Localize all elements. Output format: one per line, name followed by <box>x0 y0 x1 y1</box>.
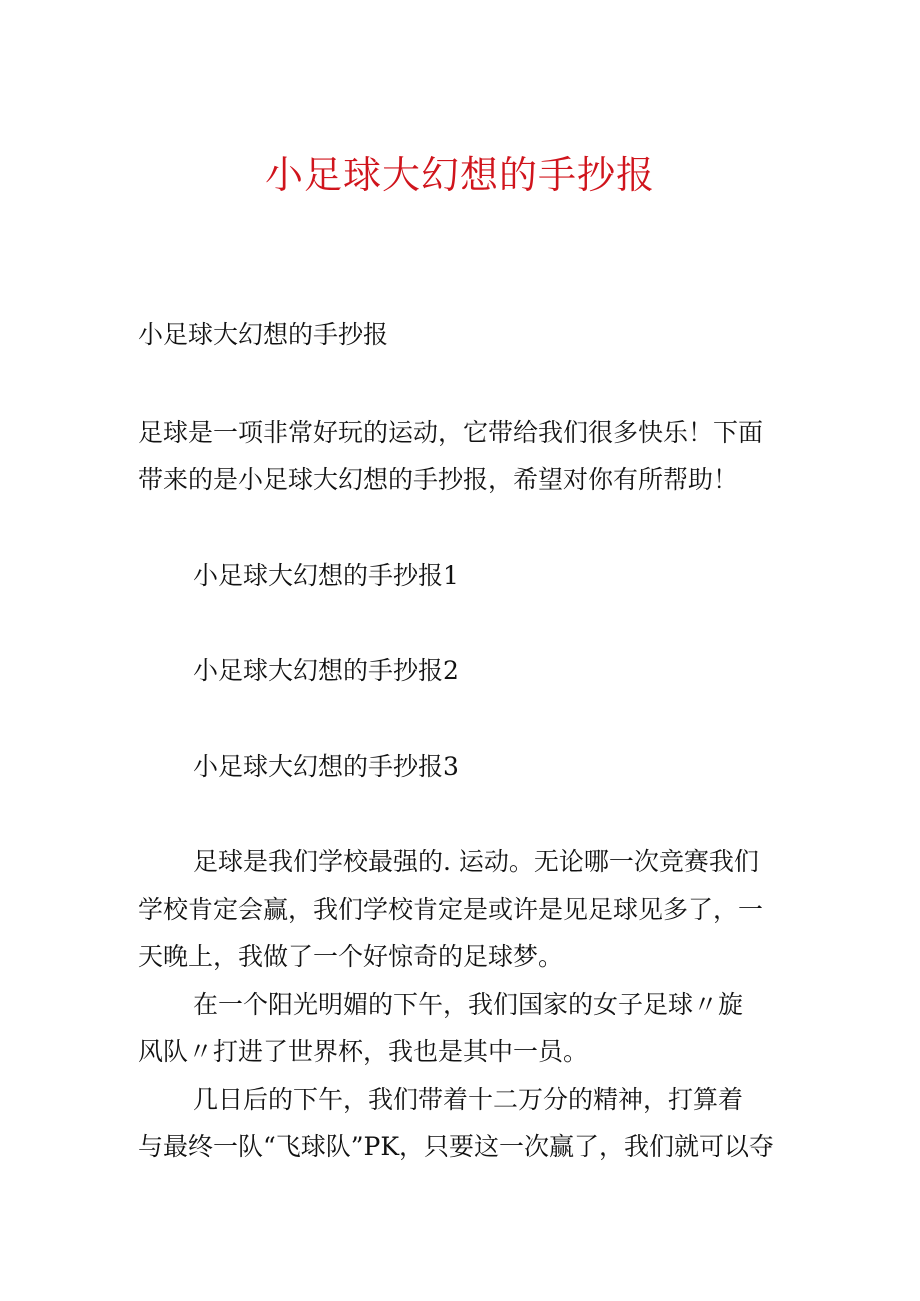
list-item-2: 小足球大幻想的手抄报2 <box>193 656 459 685</box>
body-line-5: 风队〃打进了世界杯，我也是其中一员。 <box>138 1037 589 1066</box>
intro-line-2: 带来的是小足球大幻想的手抄报，希望对你有所帮助！ <box>138 465 739 494</box>
document-subtitle: 小足球大幻想的手抄报 <box>138 320 389 349</box>
body-line-1: 足球是我们学校最强的. 运动。无论哪一次竞赛我们 <box>193 847 759 876</box>
body-line-2: 学校肯定会赢，我们学校肯定是或许是见足球见多了，一 <box>138 895 764 924</box>
body-line-7: 与最终一队“飞球队”PK，只要这一次赢了，我们就可以夺 <box>138 1132 775 1161</box>
list-item-3: 小足球大幻想的手抄报3 <box>193 752 459 781</box>
list-item-1: 小足球大幻想的手抄报1 <box>193 561 459 590</box>
body-line-6: 几日后的下午，我们带着十二万分的精神，打算着 <box>193 1085 744 1114</box>
body-line-3: 天晚上，我做了一个好惊奇的足球梦。 <box>138 942 564 971</box>
body-line-4: 在一个阳光明媚的下午，我们国家的女子足球〃旋 <box>193 990 744 1019</box>
document-title: 小足球大幻想的手抄报 <box>264 153 655 197</box>
intro-line-1: 足球是一项非常好玩的运动，它带给我们很多快乐！下面 <box>138 418 764 447</box>
